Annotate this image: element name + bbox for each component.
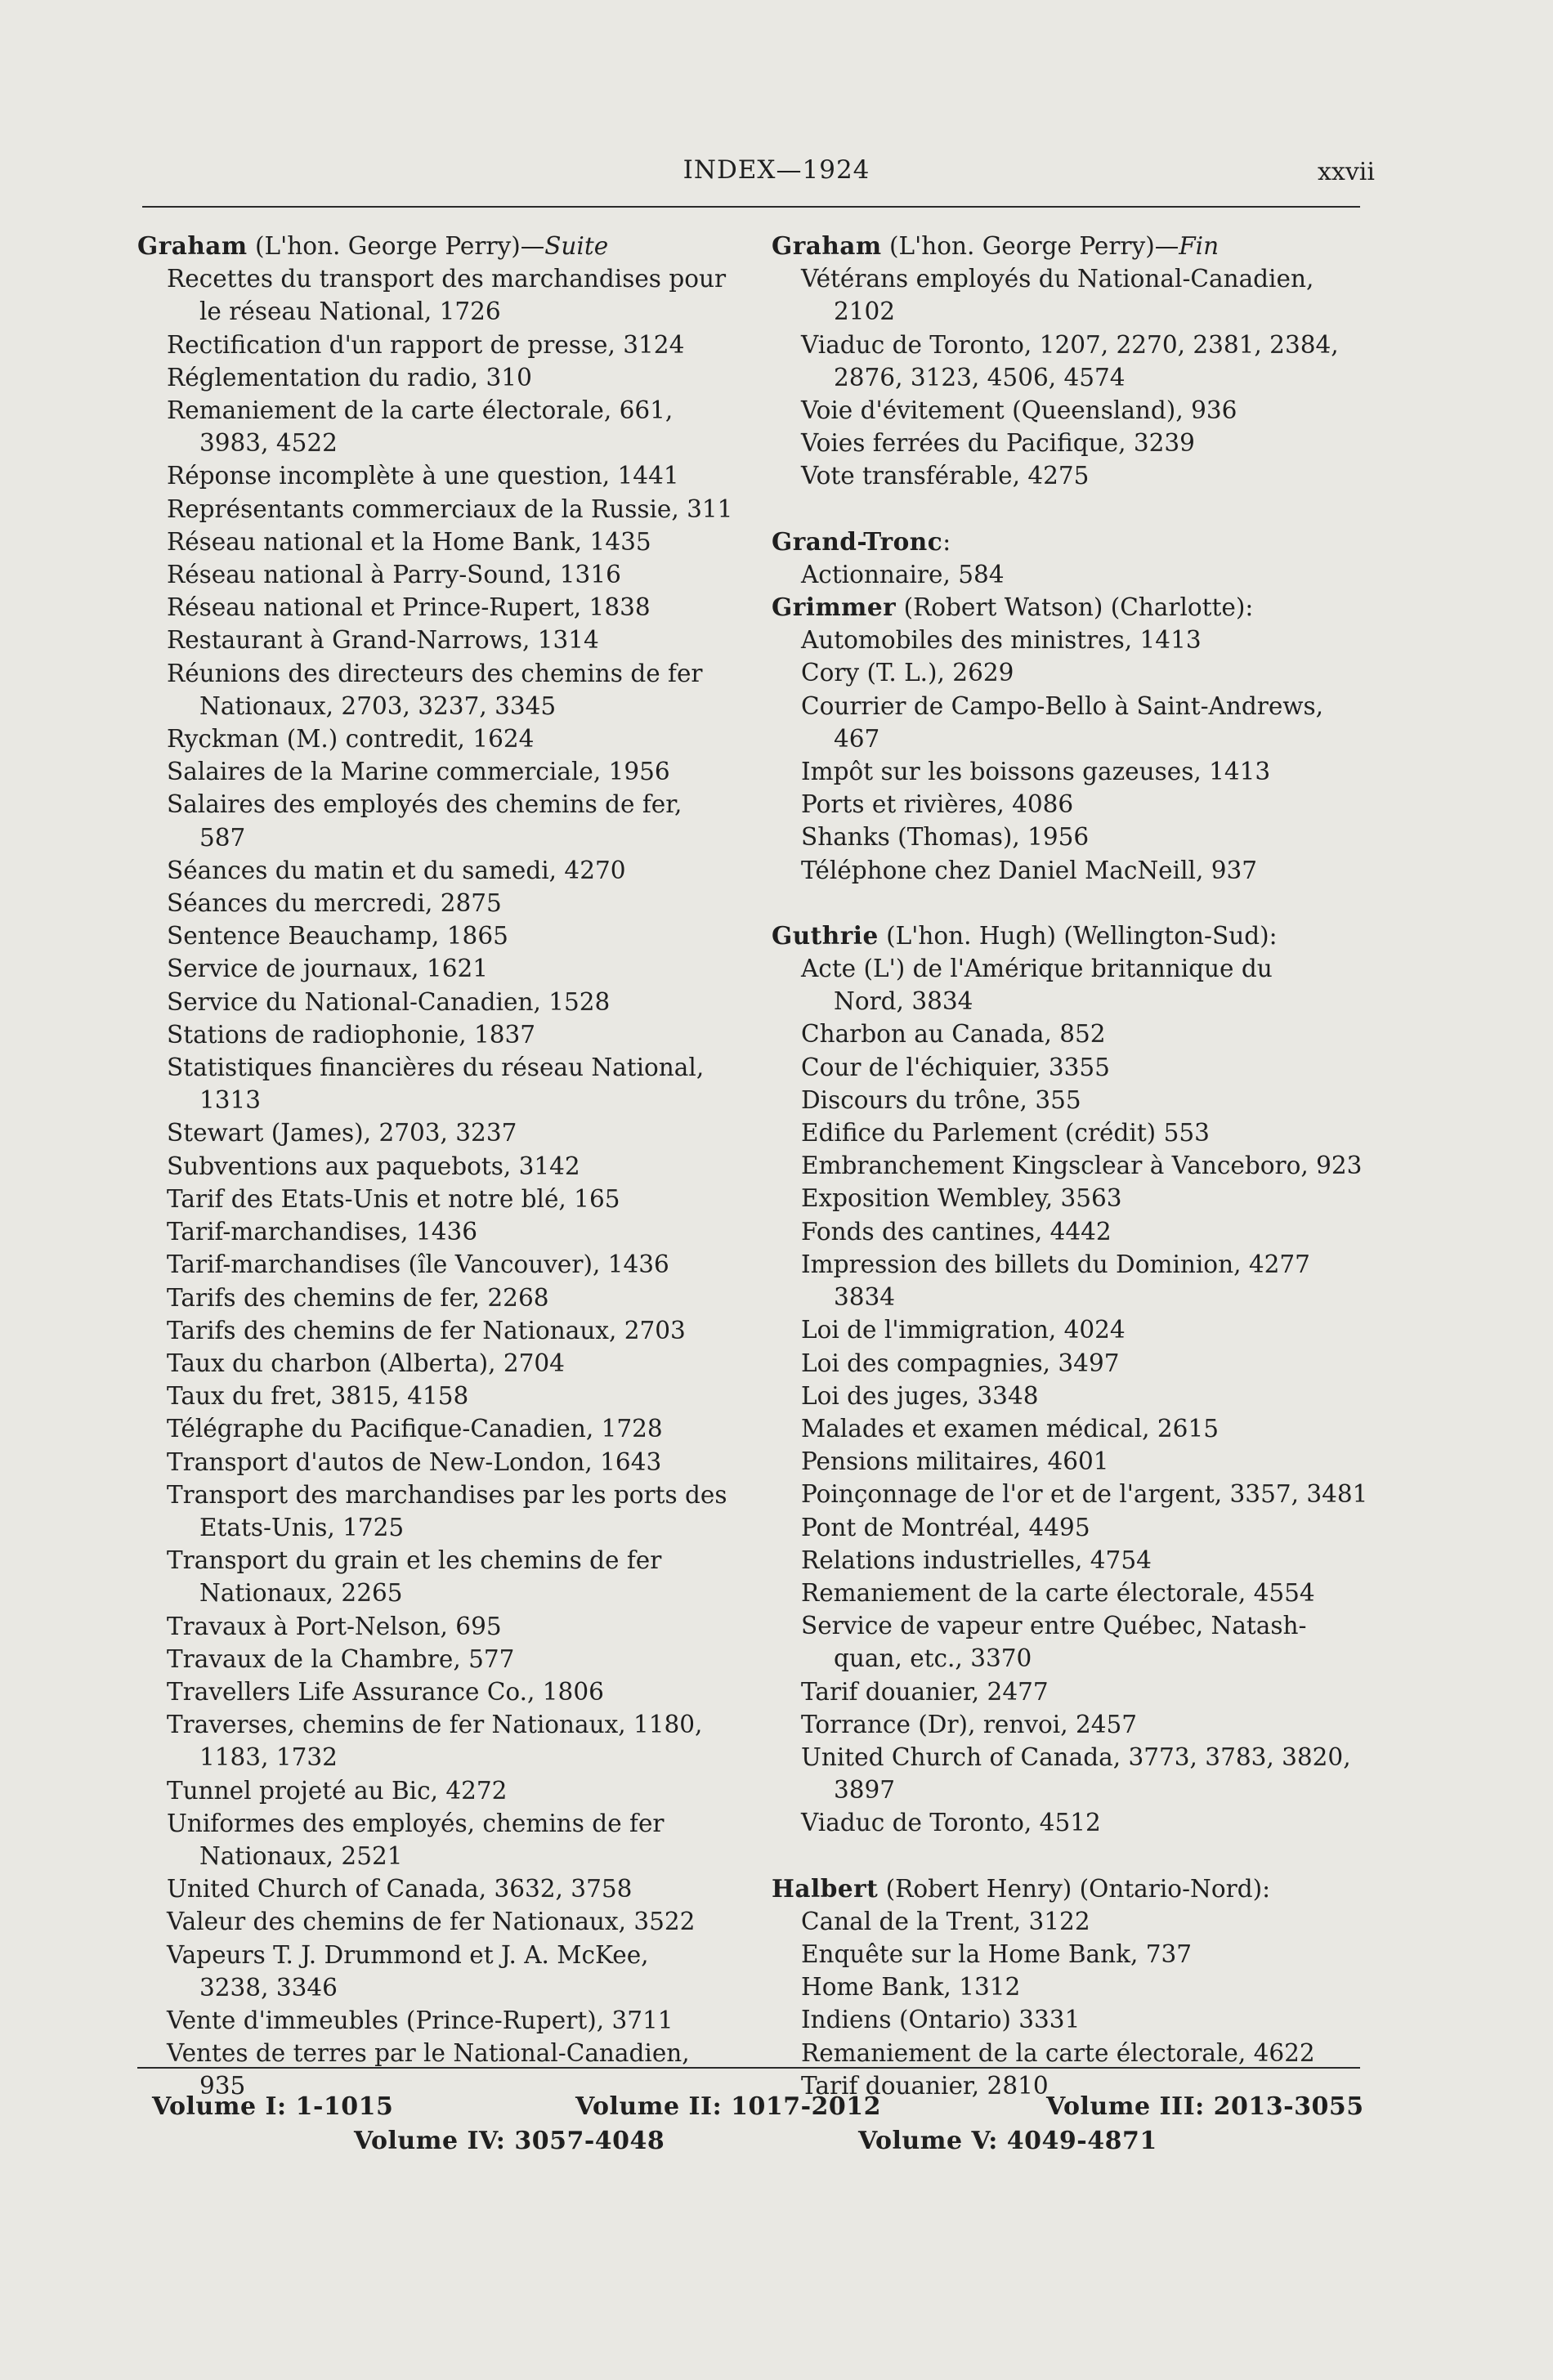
index-entry: Séances du matin et du samedi, 4270 [167, 856, 626, 884]
index-entry-continuation: Nationaux, 2703, 3237, 3345 [199, 691, 557, 720]
volume-1-range: Volume I: 1-1015 [152, 2092, 394, 2121]
index-entry: Torrance (Dr), renvoi, 2457 [801, 1710, 1138, 1738]
index-entry-continuation: 2876, 3123, 4506, 4574 [834, 363, 1126, 391]
section-spacer [772, 1840, 1360, 1872]
index-entry: Tunnel projeté au Bic, 4272 [167, 1776, 508, 1805]
index-entry: Rectification d'un rapport de presse, 3124 [167, 330, 685, 359]
heading-name: Grimmer [772, 593, 897, 622]
heading-detail: (Robert Watson) (Charlotte): [896, 593, 1254, 622]
index-entry: Ventes de terres par le National-Canadien, [167, 2039, 690, 2068]
index-entry: Automobiles des ministres, 1413 [801, 626, 1202, 655]
index-entry: Indiens (Ontario) 3331 [801, 2006, 1081, 2034]
index-entry: United Church of Canada, 3632, 3758 [167, 1875, 633, 1904]
index-entry: Tarif-marchandises (île Vancouver), 1436 [167, 1250, 669, 1279]
index-heading [772, 591, 1360, 624]
index-entry: Statistiques financières du réseau National, [167, 1054, 705, 1082]
index-entry: Remaniement de la carte électorale, 4622 [801, 2038, 1315, 2067]
index-entry-continuation: Etats-Unis, 1725 [199, 1513, 405, 1541]
volume-2-range: Volume II: 1017-2012 [575, 2092, 882, 2121]
index-entry: Transport du grain et les chemins de fer [167, 1546, 662, 1575]
index-entry: Valeur des chemins de fer Nationaux, 3522 [167, 1908, 696, 1936]
index-entry-continuation: 1313 [199, 1086, 262, 1115]
index-entry: Edifice du Parlement (crédit) 553 [801, 1119, 1210, 1148]
index-entry: Loi des compagnies, 3497 [801, 1349, 1120, 1377]
index-entry: Réseau national et Prince-Rupert, 1838 [167, 593, 651, 622]
right-column [772, 230, 1368, 2102]
volume-3-range: Volume III: 2013-3055 [1046, 2092, 1364, 2121]
index-entry-continuation: quan, etc., 3370 [834, 1644, 1032, 1673]
index-entry: Service de vapeur entre Québec, Natash- [801, 1612, 1307, 1640]
heading-continuation: Fin [1179, 232, 1220, 260]
index-entry-continuation: 3897 [834, 1776, 896, 1805]
index-entry: Vote transférable, 4275 [801, 462, 1090, 490]
index-entry: Travaux à Port-Nelson, 695 [167, 1612, 502, 1640]
volume-5-range: Volume V: 4049-4871 [858, 2127, 1157, 2155]
index-entry: Ports et rivières, 4086 [801, 790, 1074, 819]
index-entry-continuation: 935 [199, 2072, 246, 2100]
volume-4-range: Volume IV: 3057-4048 [354, 2127, 665, 2155]
index-entry: Cory (T. L.), 2629 [801, 659, 1014, 687]
index-entry: Tarif douanier, 2477 [801, 1677, 1049, 1706]
index-entry-continuation: 3834 [834, 1283, 896, 1312]
index-entry: Fonds des cantines, 4442 [801, 1217, 1112, 1246]
index-heading [772, 919, 1360, 952]
index-entry-continuation: Nationaux, 2265 [199, 1579, 403, 1608]
index-entry: Vapeurs T. J. Drummond et J. A. McKee, [167, 1940, 649, 1969]
index-entry: Vétérans employés du National-Canadien, [801, 265, 1314, 293]
index-entry-continuation: Nationaux, 2521 [199, 1841, 403, 1870]
index-entry: Restaurant à Grand-Narrows, 1314 [167, 626, 599, 655]
index-entry: Charbon au Canada, 852 [801, 1020, 1106, 1049]
index-entry: Acte (L') de l'Amérique britannique du [801, 955, 1273, 983]
index-entry: Tarif des Etats-Unis et notre blé, 165 [167, 1184, 620, 1213]
index-entry: Home Bank, 1312 [801, 1973, 1021, 2002]
index-entry-continuation: 2102 [834, 298, 896, 326]
index-entry: Canal de la Trent, 3122 [801, 1907, 1090, 1935]
heading-name: Grand-Tronc [772, 526, 943, 556]
index-entry: Shanks (Thomas), 1956 [801, 823, 1090, 852]
index-entry: Pensions militaires, 4601 [801, 1447, 1109, 1476]
index-entry: Subventions aux paquebots, 3142 [167, 1152, 580, 1180]
index-entry-continuation: 3983, 4522 [199, 429, 338, 458]
index-entry: Ryckman (M.) contredit, 1624 [167, 725, 535, 754]
section-spacer [772, 887, 1360, 919]
index-heading [772, 230, 1360, 262]
heading-detail: : [942, 527, 951, 556]
index-entry: Loi des juges, 3348 [801, 1381, 1039, 1410]
index-entry: Vente d'immeubles (Prince-Rupert), 3711 [167, 2006, 674, 2034]
index-entry: Réunions des directeurs des chemins de fer [167, 659, 703, 687]
index-entry: Pont de Montréal, 4495 [801, 1513, 1090, 1541]
heading-detail: (L'hon. George Perry)— [881, 232, 1179, 260]
index-entry: Tarif douanier, 2810 [801, 2071, 1049, 2100]
index-entry: Service du National-Canadien, 1528 [167, 987, 611, 1016]
index-entry: Tarif-marchandises, 1436 [167, 1218, 477, 1246]
heading-continuation: Suite [544, 232, 609, 260]
index-entry: Enquête sur la Home Bank, 737 [801, 1939, 1193, 1968]
index-entry-continuation: le réseau National, 1726 [199, 298, 501, 326]
heading-name: Graham [772, 231, 882, 260]
index-entry: Recettes du transport des marchandises pour [167, 265, 727, 293]
page-title: INDEX—1924 [683, 155, 870, 185]
index-entry: Sentence Beauchamp, 1865 [167, 922, 508, 951]
index-entry: Exposition Wembley, 3563 [801, 1184, 1122, 1213]
index-entry: Impression des billets du Dominion, 4277 [801, 1250, 1310, 1278]
index-entry: Réseau national à Parry-Sound, 1316 [167, 561, 621, 589]
index-entry: Remaniement de la carte électorale, 661, [167, 396, 674, 425]
heading-name: Guthrie [772, 920, 879, 950]
heading-detail: (L'hon. George Perry)— [247, 232, 545, 260]
index-entry: Courrier de Campo-Bello à Saint-Andrews, [801, 691, 1324, 720]
index-entry: Viaduc de Toronto, 4512 [801, 1809, 1101, 1837]
index-entry-continuation: 3238, 3346 [199, 1973, 338, 2002]
index-entry: Salaires de la Marine commerciale, 1956 [167, 758, 670, 786]
footer-divider [137, 2067, 1360, 2069]
index-entry: Télégraphe du Pacifique-Canadien, 1728 [167, 1415, 663, 1443]
index-entry: Uniformes des employés, chemins de fer [167, 1809, 665, 1837]
index-entry: Malades et examen médical, 2615 [801, 1414, 1219, 1443]
index-entry: Actionnaire, 584 [801, 560, 1005, 588]
index-entry: Réseau national et la Home Bank, 1435 [167, 527, 651, 556]
index-entry: Réponse incomplète à une question, 1441 [167, 462, 679, 490]
index-entry: United Church of Canada, 3773, 3783, 3820, [801, 1742, 1351, 1771]
index-entry: Voies ferrées du Pacifique, 3239 [801, 429, 1195, 458]
index-entry: Voie d'évitement (Queensland), 936 [801, 396, 1237, 425]
left-column [137, 230, 741, 2103]
index-heading [772, 526, 1360, 558]
index-entry: Travellers Life Assurance Co., 1806 [167, 1677, 604, 1706]
index-entry: Réglementation du radio, 310 [167, 363, 532, 391]
index-entry: Représentants commerciaux de la Russie, 311 [167, 494, 733, 523]
index-entry: Remaniement de la carte électorale, 4554 [801, 1578, 1315, 1607]
index-entry: Stations de radiophonie, 1837 [167, 1020, 536, 1049]
index-entry: Relations industrielles, 4754 [801, 1546, 1152, 1574]
index-entry: Embranchement Kingsclear à Vanceboro, 923 [801, 1152, 1363, 1180]
index-entry: Poinçonnage de l'or et de l'argent, 3357, 3481 [801, 1480, 1368, 1509]
index-entry: Tarifs des chemins de fer Nationaux, 2703 [167, 1316, 686, 1344]
heading-name: Halbert [772, 1873, 879, 1903]
header-divider [142, 206, 1360, 208]
index-entry: Impôt sur les boissons gazeuses, 1413 [801, 758, 1271, 786]
index-entry-continuation: 467 [834, 724, 880, 753]
page-number: xxvii [1318, 158, 1375, 186]
index-entry: Transport des marchandises par les ports des [167, 1480, 727, 1509]
index-entry: Salaires des employés des chemins de fer, [167, 790, 683, 819]
index-entry: Taux du fret, 3815, 4158 [167, 1382, 469, 1411]
index-entry: Service de journaux, 1621 [167, 955, 489, 983]
index-entry: Tarifs des chemins de fer, 2268 [167, 1283, 549, 1312]
index-entry: Travaux de la Chambre, 577 [167, 1644, 515, 1673]
section-spacer [772, 493, 1360, 526]
index-entry-continuation: 587 [199, 823, 246, 852]
index-heading [137, 230, 741, 262]
index-heading [772, 1872, 1360, 1905]
index-entry: Stewart (James), 2703, 3237 [167, 1119, 517, 1148]
heading-detail: (Robert Henry) (Ontario-Nord): [878, 1874, 1271, 1903]
index-entry: Cour de l'échiquier, 3355 [801, 1053, 1110, 1081]
index-entry-continuation: Nord, 3834 [834, 987, 973, 1016]
index-entry: Loi de l'immigration, 4024 [801, 1316, 1126, 1344]
index-entry: Viaduc de Toronto, 1207, 2270, 2381, 2384, [801, 330, 1339, 359]
index-entry: Discours du trône, 355 [801, 1085, 1081, 1114]
index-entry: Traverses, chemins de fer Nationaux, 1180, [167, 1711, 703, 1739]
heading-name: Graham [137, 231, 248, 260]
index-entry: Taux du charbon (Alberta), 2704 [167, 1349, 565, 1377]
heading-detail: (L'hon. Hugh) (Wellington-Sud): [878, 921, 1278, 950]
index-entry: Transport d'autos de New-London, 1643 [167, 1447, 662, 1476]
index-entry-continuation: 1183, 1732 [199, 1743, 338, 1772]
index-entry: Séances du mercredi, 2875 [167, 889, 502, 918]
index-entry: Téléphone chez Daniel MacNeill, 937 [801, 856, 1258, 884]
